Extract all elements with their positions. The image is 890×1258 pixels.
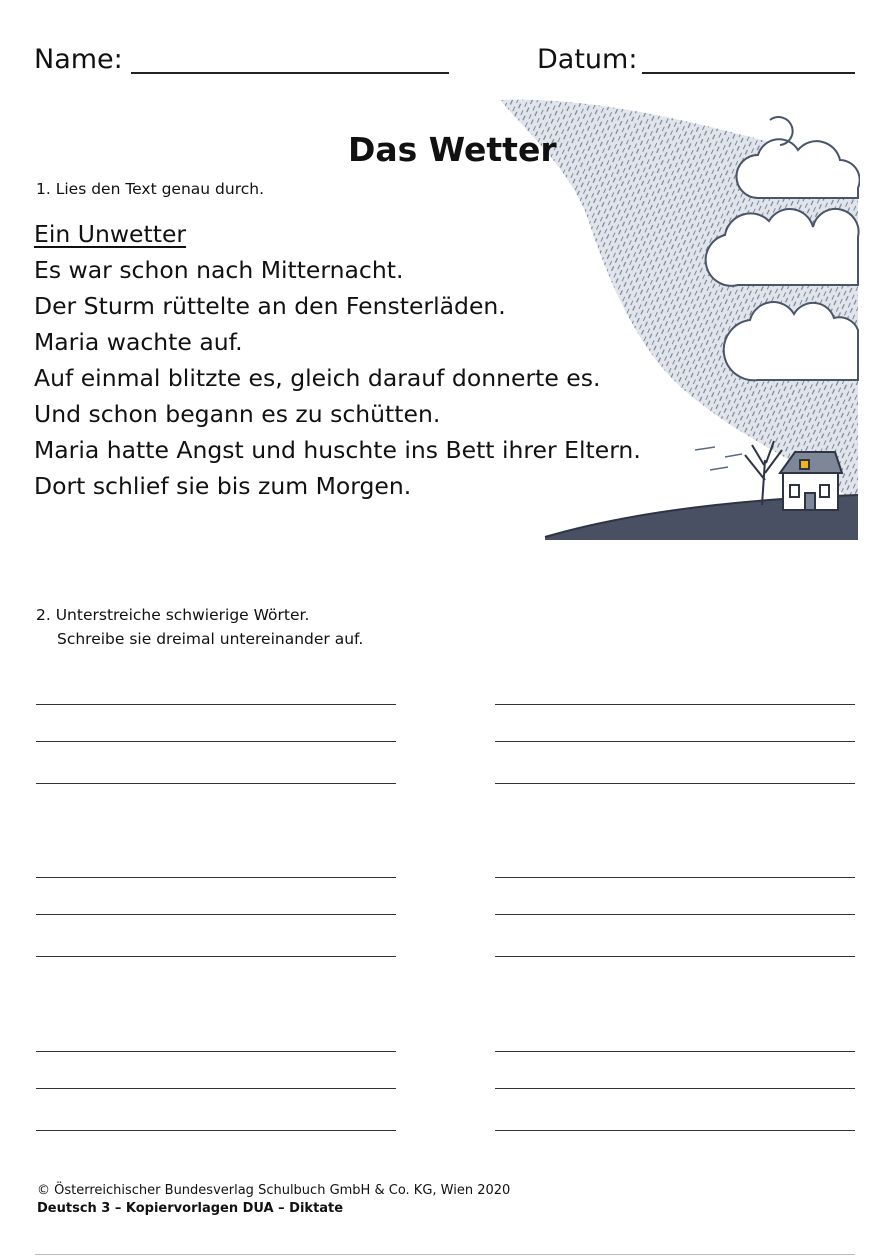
story-line: Und schon begann es zu schütten. <box>34 400 441 428</box>
writing-line[interactable] <box>36 783 396 784</box>
writing-line[interactable] <box>36 704 396 705</box>
writing-line[interactable] <box>495 704 855 705</box>
story-line: Es war schon nach Mitternacht. <box>34 256 404 284</box>
writing-line[interactable] <box>36 1130 396 1131</box>
name-label: Name: <box>34 44 123 75</box>
writing-line[interactable] <box>36 914 396 915</box>
writing-line[interactable] <box>36 956 396 957</box>
writing-line[interactable] <box>36 1051 396 1052</box>
story-heading: Ein Unwetter <box>34 220 187 248</box>
bottom-divider <box>35 1254 855 1255</box>
footer-copyright: © Österreichischer Bundesverlag Schulbuch GmbH & Co. KG, Wien 2020 <box>37 1183 511 1198</box>
date-write-line[interactable] <box>642 72 855 74</box>
task-2-instruction-line1: 2. Unterstreiche schwierige Wörter. <box>36 606 310 624</box>
writing-line[interactable] <box>495 741 855 742</box>
story-line: Der Sturm rüttelte an den Fensterläden. <box>34 292 506 320</box>
writing-line[interactable] <box>495 914 855 915</box>
writing-line[interactable] <box>495 956 855 957</box>
task-1-instruction: 1. Lies den Text genau durch. <box>36 180 265 198</box>
story-line: Dort schlief sie bis zum Morgen. <box>34 472 412 500</box>
story-text <box>34 216 641 504</box>
writing-line[interactable] <box>495 877 855 878</box>
story-line: Maria hatte Angst und huschte ins Bett ihrer Eltern. <box>34 436 641 464</box>
writing-line[interactable] <box>495 783 855 784</box>
footer-series: Deutsch 3 – Kopiervorlagen DUA – Diktate <box>37 1201 344 1216</box>
date-label: Datum: <box>537 44 638 75</box>
writing-line[interactable] <box>495 1088 855 1089</box>
page-title: Das Wetter <box>348 130 557 169</box>
writing-line[interactable] <box>36 877 396 878</box>
task-2-instruction-line2: Schreibe sie dreimal untereinander auf. <box>57 630 364 648</box>
story-line: Maria wachte auf. <box>34 328 243 356</box>
writing-line[interactable] <box>495 1130 855 1131</box>
writing-line[interactable] <box>36 741 396 742</box>
name-write-line[interactable] <box>131 72 449 74</box>
story-line: Auf einmal blitzte es, gleich darauf donnerte es. <box>34 364 601 392</box>
writing-line[interactable] <box>495 1051 855 1052</box>
writing-line[interactable] <box>36 1088 396 1089</box>
